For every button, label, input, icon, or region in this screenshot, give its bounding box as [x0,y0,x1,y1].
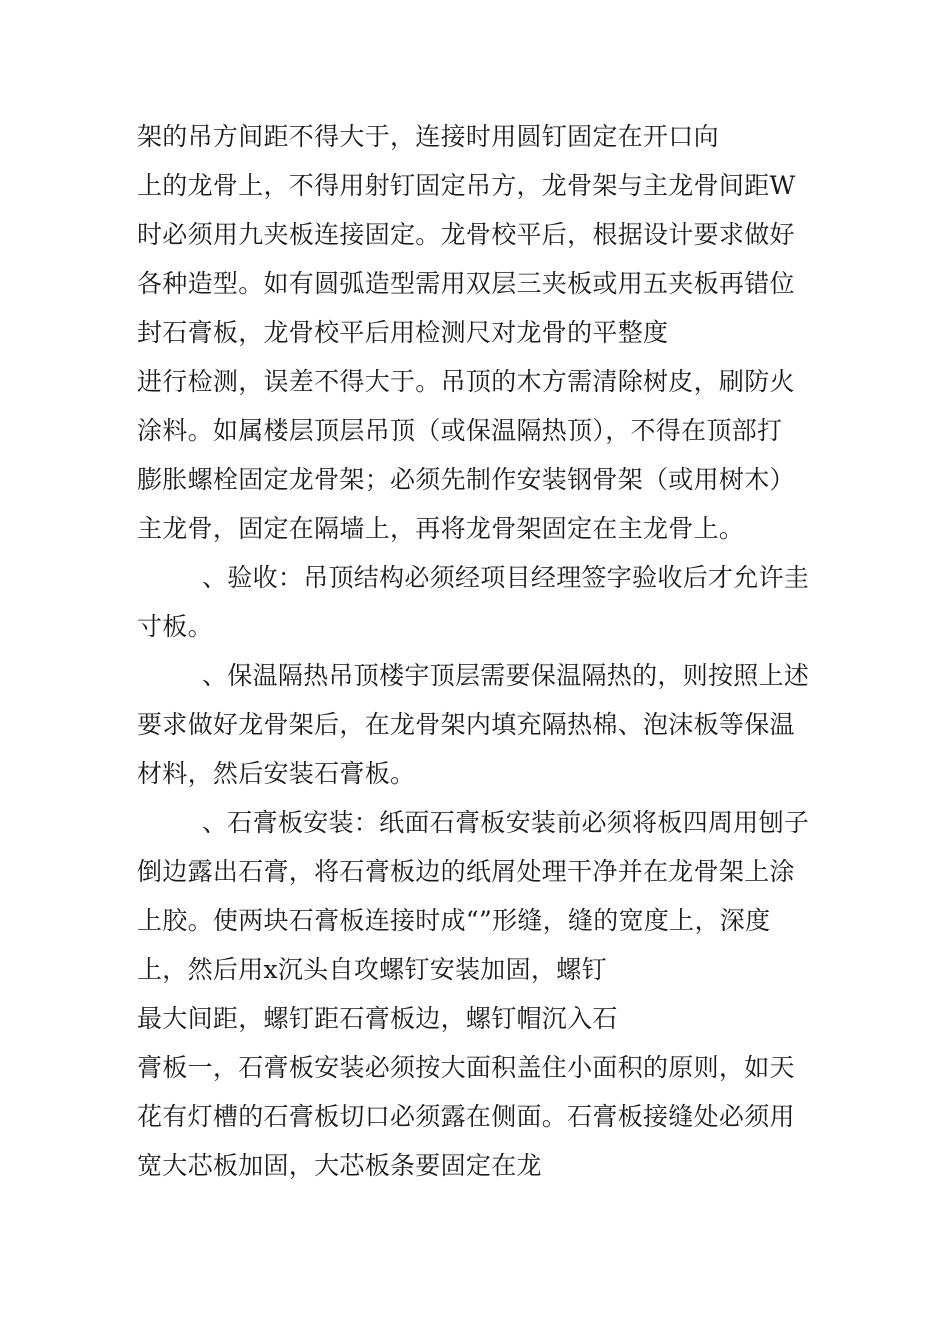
text-line: 涂料。如属楼层顶层吊顶（或保温隔热顶），不得在顶部打 [137,416,783,445]
text-line: 上的龙骨上，不得用射钉固定吊方，龙骨架与主龙骨间距W [137,171,796,200]
text-line: 时必须用九夹板连接固定。龙骨校平后，根据设计要求做好 [137,220,795,249]
text-line: 要求做好龙骨架后，在龙骨架内填充隔热棉、泡沫板等保温 [137,710,795,739]
text-line: 寸板。 [137,612,213,641]
text-line: 架的吊方间距不得大于，连接时用圆钉固定在开口向 [137,122,719,151]
text-line: 主龙骨，固定在隔墙上，再将龙骨架固定在主龙骨上。 [137,514,745,543]
paragraph-start-line: 、保温隔热吊顶楼宇顶层需要保温隔热的，则按照上述 [202,661,810,690]
text-line: 进行检测，误差不得大于。吊顶的木方需清除树皮，刷防火 [137,367,795,396]
text-line: 花有灯槽的石膏板切口必须露在侧面。石膏板接缝处必须用 [137,1102,795,1131]
text-line: 上胶。使两块石膏板连接时成“”形缝，缝的宽度上，深度 [137,906,771,935]
text-line: 上，然后用x沉头自攻螺钉安装加固，螺钉 [137,955,607,984]
paragraph-start-line: 、验收：吊顶结构必须经项目经理签字验收后才允许圭 [202,563,810,592]
text-line: 膏板一，石膏板安装必须按大面积盖住小面积的原则，如天 [137,1053,795,1082]
paragraph-start-line: 、石膏板安装：纸面石膏板安装前必须将板四周用刨子 [202,808,810,837]
text-line: 倒边露出石膏，将石膏板边的纸屑处理干净并在龙骨架上涂 [137,857,795,886]
body-text [137,112,827,1190]
text-line: 材料，然后安装石膏板。 [137,759,416,788]
text-line: 宽大芯板加固，大芯板条要固定在龙 [137,1151,542,1180]
text-line: 膨胀螺栓固定龙骨架；必须先制作安装钢骨架（或用树木） [137,465,795,494]
text-line: 封石膏板，龙骨校平后用检测尺对龙骨的平整度 [137,318,669,347]
text-line: 最大间距，螺钉距石膏板边，螺钉帽沉入石 [137,1004,618,1033]
text-line: 各种造型。如有圆弧造型需用双层三夹板或用五夹板再错位 [137,269,795,298]
